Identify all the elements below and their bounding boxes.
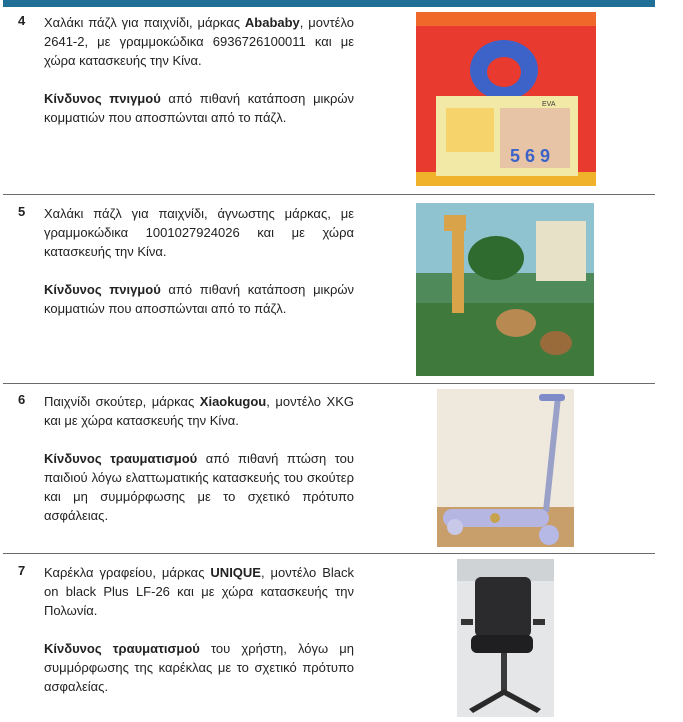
- item-description-6: [44, 392, 354, 525]
- brand-name: Abababy: [244, 15, 300, 30]
- product-text: Καρέκλα γραφείου, μάρκας UNIQUE, μοντέλο Black on black Plus LF-26 και με χώρα κατασκευής την Πολωνία.: [44, 565, 354, 618]
- row-separator: [3, 553, 655, 554]
- hazard-label: Κίνδυνος τραυματισμού: [44, 451, 198, 466]
- item-description-7: [44, 563, 354, 696]
- puzzle-mat-photo: [416, 12, 596, 186]
- item-number: 5: [18, 204, 26, 219]
- brand-name: Xiaokugou: [199, 394, 267, 409]
- hazard-text: Κίνδυνος τραυματισμού του χρήστη, λόγω μη συμμόρφωσης της καρέκλας με το σχετικό πρότυπο ασφαλείας.: [44, 641, 354, 694]
- brand-name: UNIQUE: [210, 565, 261, 580]
- product-text: Χαλάκι πάζλ για παιχνίδι, άγνωστης μάρκας, με γραμμοκώδικα 1001027924026 και με χώρα κατασκευής την Κίνα.: [44, 206, 354, 259]
- item-description-4: [44, 13, 354, 127]
- jungle-puzzle-photo: [416, 203, 594, 376]
- hazard-text: Κίνδυνος τραυματισμού από πιθανή πτώση του παιδιού λόγω ελαττωματικής κατασκευής του σκούτερ και μη συμμόρφωσης με το σχετικό πρότυπο ασφάλειας.: [44, 451, 354, 523]
- item-number: 6: [18, 392, 26, 407]
- hazard-label: Κίνδυνος πνιγμού: [44, 282, 161, 297]
- product-text: Χαλάκι πάζλ για παιχνίδι, μάρκας Abababy, μοντέλο 2641-2, με γραμμοκώδικα 6936726100011 και με χώρα κατασκευής την Κίνα.: [44, 15, 354, 68]
- table-header-bar: [3, 0, 655, 7]
- package-label: EVA: [542, 101, 556, 108]
- item-description-5: [44, 204, 354, 318]
- hazard-label: Κίνδυνος τραυματισμού: [44, 641, 200, 656]
- svg-text:5 6 9: 5 6 9: [510, 146, 551, 166]
- hazard-label: Κίνδυνος πνιγμού: [44, 91, 161, 106]
- product-text: Παιχνίδι σκούτερ, μάρκας Xiaokugou, μοντέλο XKG και με χώρα κατασκευής την Κίνα.: [44, 394, 354, 428]
- office-chair-photo: [457, 559, 554, 717]
- scooter-photo: [437, 389, 574, 547]
- item-number: 7: [18, 563, 26, 578]
- hazard-text: Κίνδυνος πνιγμού από πιθανή κατάποση μικρών κομματιών που αποσπώνται από το πάζλ.: [44, 282, 354, 316]
- row-separator: [3, 194, 655, 195]
- item-number: 4: [18, 13, 26, 28]
- row-separator: [3, 383, 655, 384]
- hazard-text: Κίνδυνος πνιγμού από πιθανή κατάποση μικρών κομματιών που αποσπώνται από το πάζλ.: [44, 91, 354, 125]
